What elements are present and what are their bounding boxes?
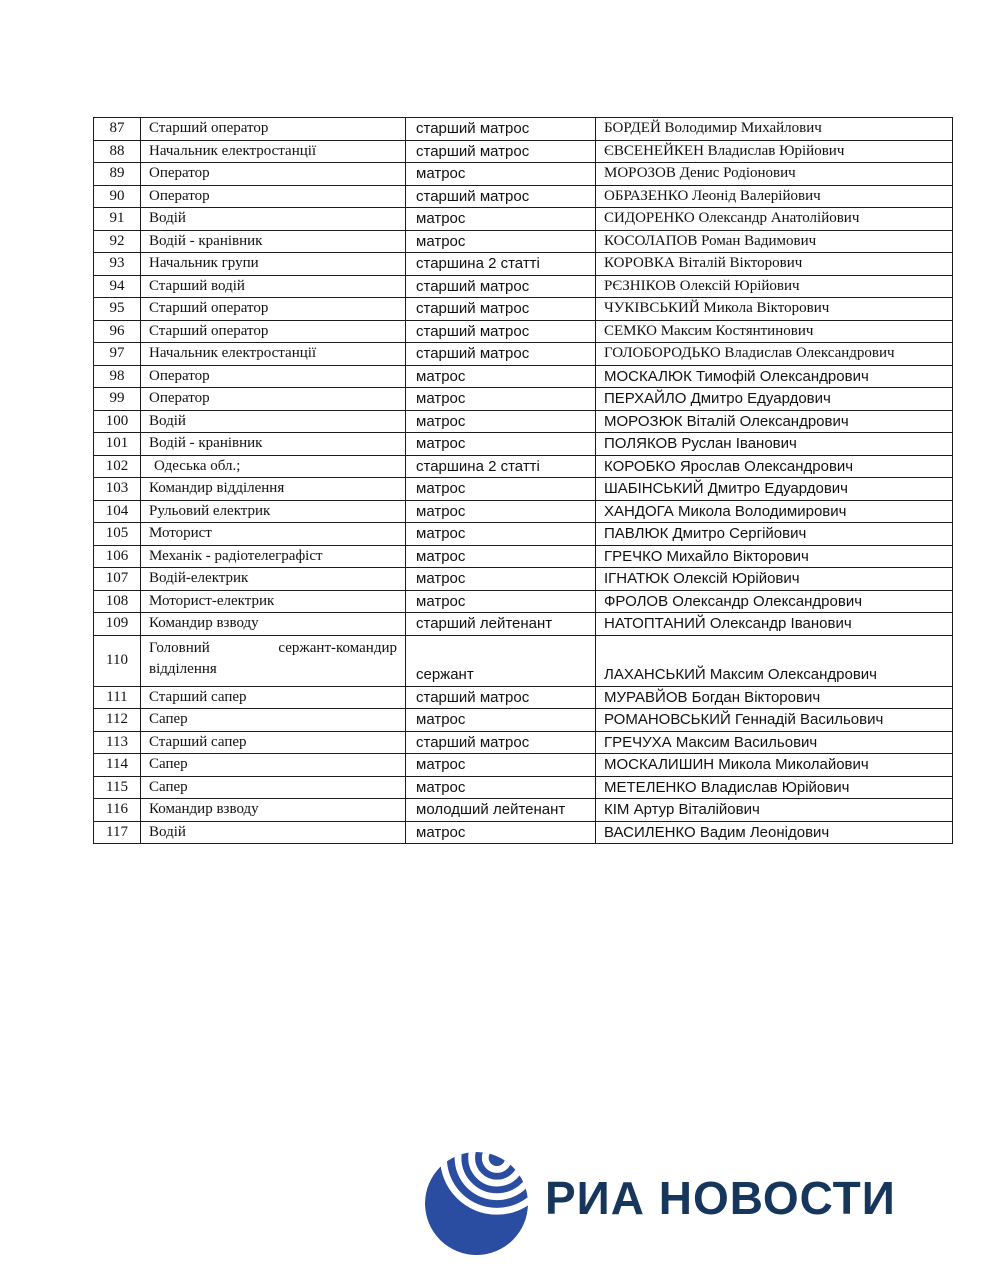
row-number-cell: 107 [94,568,141,591]
name-cell: ОБРАЗЕНКО Леонід Валерійович [596,185,953,208]
table-row [94,118,953,141]
table-row [94,545,953,568]
roster-table-body [94,118,953,844]
name-cell: ВАСИЛЕНКО Вадим Леонідович [596,821,953,844]
row-number-cell: 103 [94,478,141,501]
position-cell: Старший водій [141,275,406,298]
rank-cell: старшина 2 статті [406,253,596,276]
row-number-cell: 106 [94,545,141,568]
table-row [94,709,953,732]
row-number-cell: 115 [94,776,141,799]
rank-cell: матрос [406,230,596,253]
rank-cell: матрос [406,776,596,799]
table-row [94,500,953,523]
table-row [94,185,953,208]
name-cell: ЛАХАНСЬКИЙ Максим Олександрович [596,635,953,686]
row-number-cell: 94 [94,275,141,298]
position-cell: Старший сапер [141,731,406,754]
position-cell: Старший сапер [141,686,406,709]
name-cell: ГОЛОБОРОДЬКО Владислав Олександрович [596,343,953,366]
rank-cell: матрос [406,388,596,411]
table-row [94,343,953,366]
name-cell: КІМ Артур Віталійович [596,799,953,822]
row-number-cell: 96 [94,320,141,343]
row-number-cell: 102 [94,455,141,478]
row-number-cell: 101 [94,433,141,456]
row-number-cell: 105 [94,523,141,546]
row-number-cell: 92 [94,230,141,253]
position-cell: Оператор [141,388,406,411]
ria-novosti-wordmark: РИА НОВОСТИ [545,1171,896,1224]
row-number-cell: 110 [94,635,141,686]
position-cell: Моторист-електрик [141,590,406,613]
rank-cell: матрос [406,523,596,546]
name-cell: КОСОЛАПОВ Роман Вадимович [596,230,953,253]
position-cell: Сапер [141,776,406,799]
position-cell: Водій [141,208,406,231]
table-row [94,298,953,321]
rank-cell: старший матрос [406,343,596,366]
table-row [94,635,953,686]
rank-cell: старший матрос [406,731,596,754]
roster-table [93,117,953,844]
position-cell: Оператор [141,185,406,208]
table-row [94,433,953,456]
name-cell: МЕТЕЛЕНКО Владислав Юрійович [596,776,953,799]
rank-cell: старший матрос [406,140,596,163]
ria-novosti-logo [423,1150,896,1257]
name-cell: БОРДЕЙ Володимир Михайлович [596,118,953,141]
position-cell: Оператор [141,365,406,388]
rank-cell: матрос [406,163,596,186]
rank-cell: матрос [406,590,596,613]
table-row [94,275,953,298]
row-number-cell: 90 [94,185,141,208]
name-cell: РЄЗНІКОВ Олексій Юрійович [596,275,953,298]
table-row [94,208,953,231]
name-cell: ПАВЛЮК Дмитро Сергійович [596,523,953,546]
position-cell: Командир взводу [141,613,406,636]
rank-cell: матрос [406,478,596,501]
position-cell: Начальник електростанції [141,140,406,163]
row-number-cell: 93 [94,253,141,276]
row-number-cell: 114 [94,754,141,777]
name-cell: ФРОЛОВ Олександр Олександрович [596,590,953,613]
rank-cell: старший лейтенант [406,613,596,636]
table-row [94,478,953,501]
name-cell: МОСКАЛИШИН Микола Миколайович [596,754,953,777]
row-number-cell: 89 [94,163,141,186]
name-cell: ПОЛЯКОВ Руслан Іванович [596,433,953,456]
row-number-cell: 113 [94,731,141,754]
position-cell: Механік - радіотелеграфіст [141,545,406,568]
position-cell: Водій [141,410,406,433]
row-number-cell: 98 [94,365,141,388]
position-cell: Старший оператор [141,320,406,343]
table-row [94,613,953,636]
ria-novosti-globe-icon [423,1150,530,1257]
name-cell: ХАНДОГА Микола Володимирович [596,500,953,523]
table-row [94,455,953,478]
name-cell: ШАБІНСЬКИЙ Дмитро Едуардович [596,478,953,501]
table-row [94,731,953,754]
rank-cell: старшина 2 статті [406,455,596,478]
rank-cell: молодший лейтенант [406,799,596,822]
row-number-cell: 99 [94,388,141,411]
table-row [94,253,953,276]
rank-cell: матрос [406,545,596,568]
row-number-cell: 87 [94,118,141,141]
rank-cell: матрос [406,709,596,732]
rank-cell: матрос [406,410,596,433]
table-row [94,590,953,613]
position-cell: Командир відділення [141,478,406,501]
roster-table-container [93,117,953,844]
row-number-cell: 109 [94,613,141,636]
position-cell: Начальник групи [141,253,406,276]
position-cell: Водій-електрик [141,568,406,591]
name-cell: МОРОЗОВ Денис Родіонович [596,163,953,186]
position-cell: Сапер [141,754,406,777]
table-row [94,230,953,253]
rank-cell: старший матрос [406,118,596,141]
name-cell: МОРОЗЮК Віталій Олександрович [596,410,953,433]
row-number-cell: 117 [94,821,141,844]
position-cell: Водій - кранівник [141,230,406,253]
name-cell: ЧУКІВСЬКИЙ Микола Вікторович [596,298,953,321]
row-number-cell: 108 [94,590,141,613]
table-row [94,140,953,163]
table-row [94,410,953,433]
row-number-cell: 116 [94,799,141,822]
table-row [94,754,953,777]
table-row [94,523,953,546]
name-cell: НАТОПТАНИЙ Олександр Іванович [596,613,953,636]
row-number-cell: 111 [94,686,141,709]
name-cell: ГРЕЧУХА Максим Васильович [596,731,953,754]
name-cell: РОМАНОВСЬКИЙ Геннадій Васильович [596,709,953,732]
name-cell: МУРАВЙОВ Богдан Вікторович [596,686,953,709]
row-number-cell: 97 [94,343,141,366]
position-cell: Оператор [141,163,406,186]
table-row [94,568,953,591]
position-cell: Водій [141,821,406,844]
name-cell: СИДОРЕНКО Олександр Анатолійович [596,208,953,231]
rank-cell: матрос [406,433,596,456]
rank-cell: сержант [406,635,596,686]
name-cell: СЕМКО Максим Костянтинович [596,320,953,343]
name-cell: КОРОБКО Ярослав Олександрович [596,455,953,478]
rank-cell: старший матрос [406,275,596,298]
name-cell: КОРОВКА Віталій Вікторович [596,253,953,276]
table-row [94,388,953,411]
position-cell: Командир взводу [141,799,406,822]
row-number-cell: 91 [94,208,141,231]
position-cell: Водій - кранівник [141,433,406,456]
rank-cell: старший матрос [406,686,596,709]
table-row [94,821,953,844]
position-cell: Головний сержант-командир відділення [141,635,406,686]
name-cell: ГРЕЧКО Михайло Вікторович [596,545,953,568]
position-cell: Старший оператор [141,118,406,141]
rank-cell: матрос [406,365,596,388]
position-cell: Рульовий електрик [141,500,406,523]
position-cell: Старший оператор [141,298,406,321]
name-cell: ЄВСЕНЕЙКЕН Владислав Юрійович [596,140,953,163]
row-number-cell: 95 [94,298,141,321]
position-cell: Моторист [141,523,406,546]
table-row [94,163,953,186]
rank-cell: матрос [406,568,596,591]
table-row [94,686,953,709]
table-row [94,799,953,822]
name-cell: ІГНАТЮК Олексій Юрійович [596,568,953,591]
table-row [94,776,953,799]
rank-cell: старший матрос [406,320,596,343]
name-cell: ПЕРХАЙЛО Дмитро Едуардович [596,388,953,411]
rank-cell: старший матрос [406,185,596,208]
position-cell: Начальник електростанції [141,343,406,366]
position-cell: Сапер [141,709,406,732]
row-number-cell: 112 [94,709,141,732]
position-cell: Одеська обл.; [141,455,406,478]
row-number-cell: 104 [94,500,141,523]
rank-cell: матрос [406,754,596,777]
row-number-cell: 100 [94,410,141,433]
row-number-cell: 88 [94,140,141,163]
rank-cell: матрос [406,500,596,523]
rank-cell: матрос [406,821,596,844]
rank-cell: матрос [406,208,596,231]
name-cell: МОСКАЛЮК Тимофій Олександрович [596,365,953,388]
table-row [94,320,953,343]
table-row [94,365,953,388]
rank-cell: старший матрос [406,298,596,321]
